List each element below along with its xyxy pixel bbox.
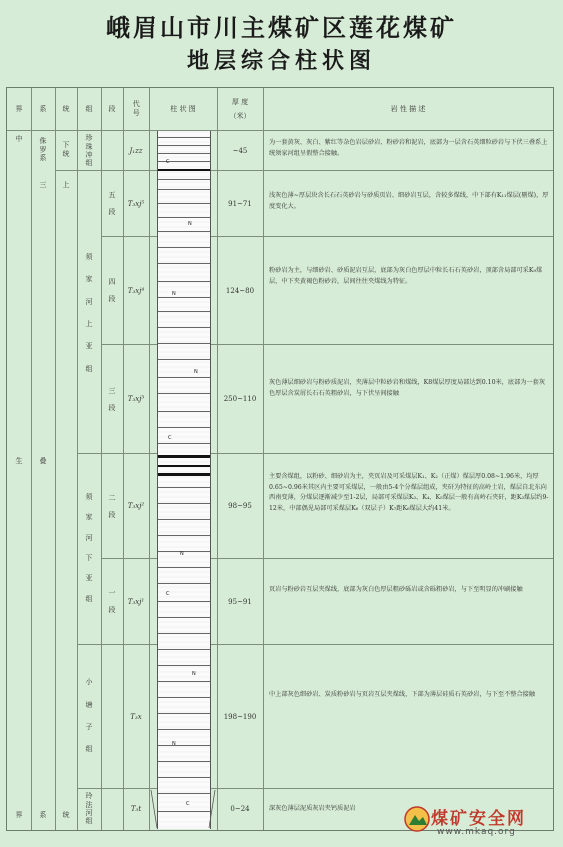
row-1-desc: 浅灰色薄~厚层块含长石石英砂岩与砂质页岩、细砂岩互层，含较多煤线，中下部有K₁₁煤层(剔煤)，厚度变化大。 [269,192,549,210]
row-6-code: T₃x [130,712,142,721]
row-0-desc: 为一套黄灰、灰白、紫红等杂色岩层砂岩、粉砂岩和泥岩，底部为一层含石英细粒砂岩与下伏三叠系上统须家河组呈假整合接触。 [269,139,548,157]
zu-lingfahe: 玲法河组 [85,792,93,826]
xi-mid-b: 叠 [39,456,47,465]
row-5-desc: 页岩与粉砂岩互层夹煤线，底部为灰白色厚层粗砂砾岩或含砾粗砂岩，与下至明显的冲刷接触 [269,586,523,593]
row-2-desc: 粉砂岩为主，与细砂岩、砂质泥岩互层，底部为灰白色厚层中粒长石石英砂岩，顶部含局部可采K₉煤层，中下夹黄褐色粉砂岩，层间往往夹煤线为特征。 [269,267,543,285]
header-tong: 统 [62,104,70,113]
row-2-thickness: 124~80 [225,286,255,295]
row-0-thickness: ~45 [232,146,248,155]
header-duan: 段 [108,104,116,113]
row-1-thickness: 91~71 [228,199,252,208]
row-4-desc: 主要含煤组，以粉砂、细砂岩为主，夹页岩及可采煤层K₁、K₂（正煤）煤层厚0.08~1.96米，均厚0.65~0.96米其区内主要可采煤层，一般由5-4个分煤层组成，夹矸为特征的高岭土岩，煤层自北东向西南变薄，分煤层逐渐减少至1-2层，局部可采煤层K₃、K₄、K₅煤层一般有高岭石夹矸，距K₃煤层约9-12米，中部偶见局部可采煤层K₆（双层子）K₇距K₆煤层大约41米。 [269,473,549,512]
jie-top: 中 [15,134,23,143]
zu-zhenzhuchong: 珍珠冲组 [85,134,93,168]
row-7-desc: 深灰色薄层泥质灰岩夹钙质泥岩 [269,805,356,812]
row-7-code: T₃t [130,804,142,813]
header-xi: 系 [39,104,47,113]
logo-text: 煤矿安全网 [431,809,526,829]
row-3-desc: 灰色薄层细砂岩与粉砂质泥岩，夹薄层中粒砂岩和煤线，K8煤层厚度局部达到0.10米，底部为一套灰色厚层含炭屑长石石英粗砂岩，与下伏呈间接触 [269,379,546,397]
row-5-thickness: 95~91 [228,597,252,606]
row-3-thickness: 250~110 [223,395,257,404]
header-column: 柱 状 图 [170,104,196,113]
header-thickness-unit: （米） [229,111,251,120]
row-4-thickness: 98~95 [228,502,252,511]
header-lithology: 岩 性 描 述 [390,104,426,113]
row-1-duan: 五段 [108,191,116,216]
row-5-duan: 一段 [108,589,116,614]
row-7-thickness: 0~24 [230,804,250,813]
row-4-code: T₃xj² [127,502,145,511]
row-3-duan: 三段 [108,386,116,412]
row-3-code: T₃xj³ [127,395,145,404]
zu-xujiahe-upper: 须家河上亚组 [85,252,93,373]
row-1-code: T₃xj⁵ [127,199,145,208]
row-6-desc: 中上部灰色细砂岩、炭质粉砂岩与页岩互层夹煤线，下部为薄层硅质石英砂岩，与下至不整合接触 [269,691,536,698]
lithology-column: C N N N C N C N N C [157,131,211,829]
map-title: 峨眉山市川主煤矿区莲花煤矿 [106,14,457,42]
zu-xujiahe-lower: 须家河下亚组 [85,493,93,603]
header-thickness: 厚 度 [231,97,249,106]
row-5-code: T₃xj¹ [127,597,145,606]
tong-mid: 上 [62,180,70,189]
jie-bottom: 界 [15,810,23,819]
xi-top: 侏罗系 [39,137,47,163]
row-6-thickness: 198~190 [223,712,257,721]
jie-mid: 生 [15,456,23,465]
zu-xiaotangzi: 小塘子组 [85,678,93,754]
header-jie: 界 [15,104,23,113]
row-4-duan: 二段 [108,493,116,519]
row-2-duan: 四段 [108,278,116,303]
row-2-code: T₃xj⁴ [127,286,145,295]
header-code: 代号 [132,100,141,118]
tong-top: 下统 [62,140,70,158]
row-0-code: J₁zz [129,146,143,155]
tong-bottom: 统 [62,810,70,819]
logo-url[interactable]: www.mkaq.org [437,827,516,837]
unconformity-marks [149,788,217,830]
map-subtitle: 地层综合柱状图 [186,49,376,74]
xi-mid-a: 三 [39,180,47,189]
site-logo [403,801,553,841]
header-zu: 组 [85,104,93,113]
stratigraphic-table [6,87,554,831]
logo-icon [403,805,431,833]
xi-bottom: 系 [39,810,47,819]
